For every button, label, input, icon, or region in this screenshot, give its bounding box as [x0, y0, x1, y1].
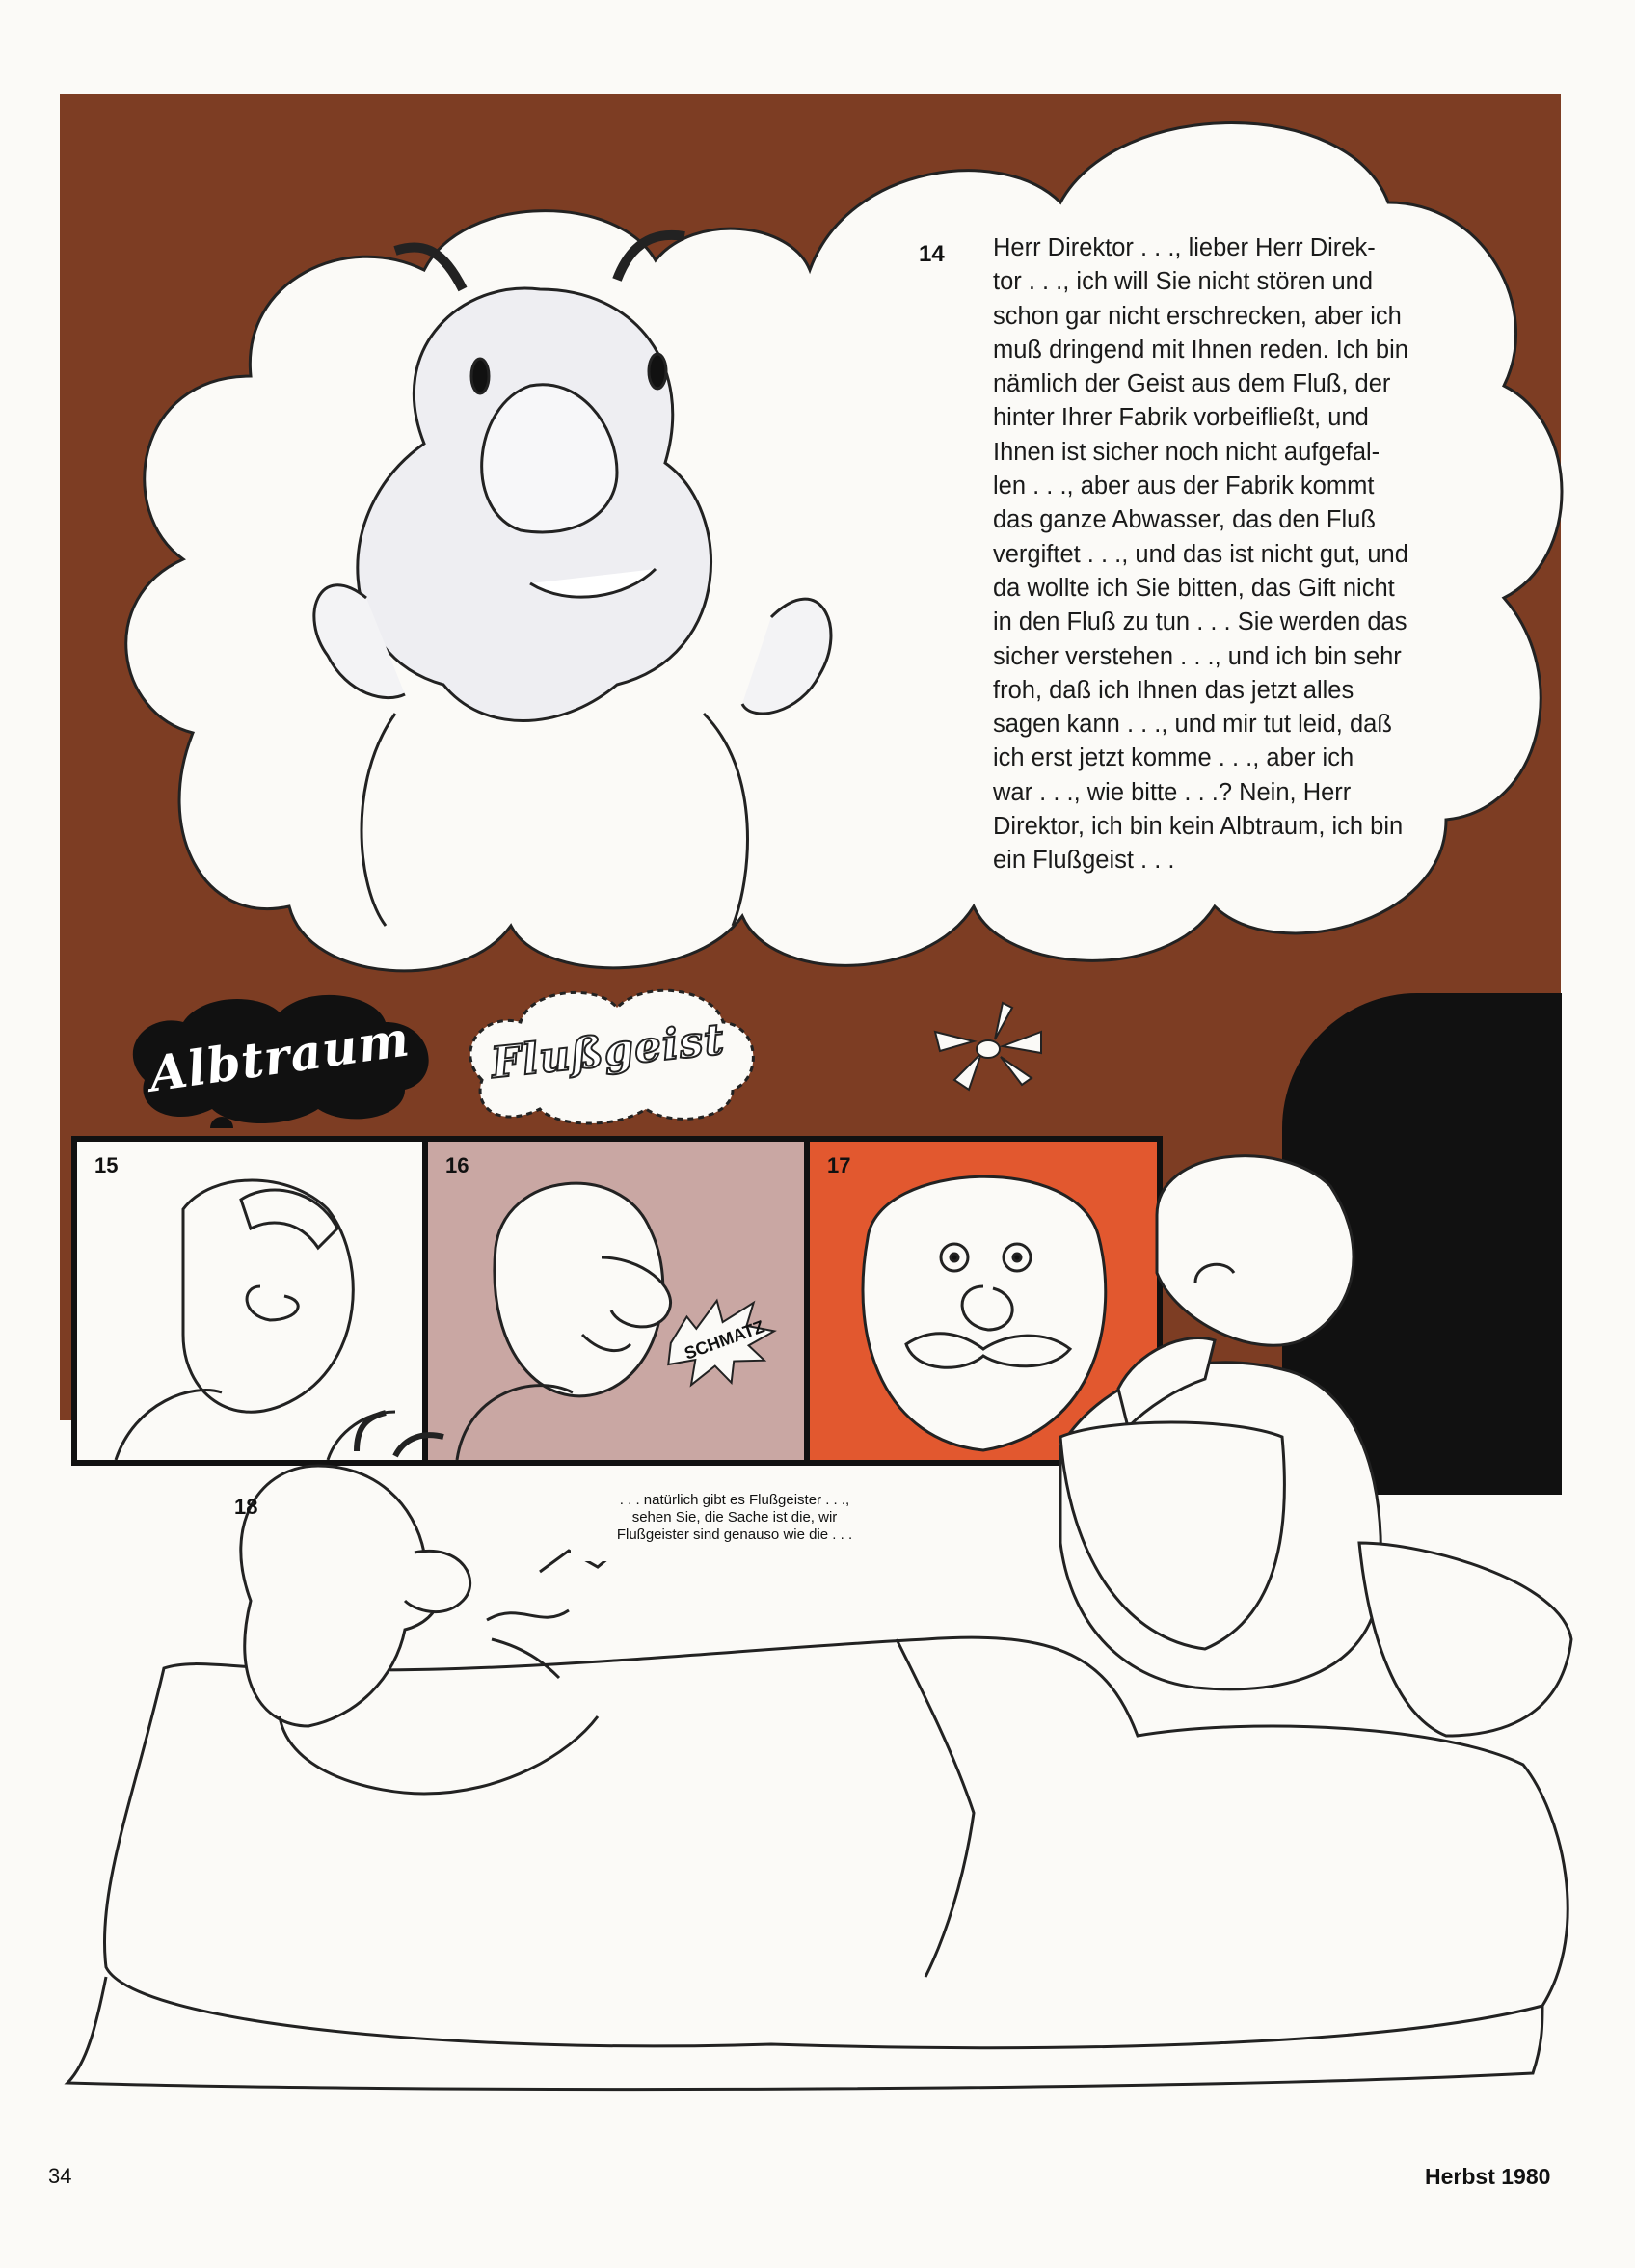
panel-number-14: 14	[919, 241, 945, 267]
panel-number-18: 18	[234, 1495, 258, 1519]
panel-number-15: 15	[94, 1153, 119, 1177]
panel-18-speech-bubble: . . . natürlich gibt es Flußgeister . . ., sehen Sie, die Sache ist die, wir Flußgeister sind genauso wie die . . .	[571, 1488, 898, 1561]
panel-14-narration: Herr Direktor . . ., lieber Herr Direk- tor . . ., ich will Sie nicht stören und schon gar nicht erschrecken, aber ich muß dringend mit Ihnen reden. Ich bin nämlich der Geist aus dem Fluß, der hinter Ihrer Fabrik vorbeifließt, und Ihnen ist sicher noch nicht aufgefal- len . . ., aber aus der Fabrik kommt das ganze Abwasser, das den Fluß vergiftet . . ., und das ist nicht gut, und da wollte ich Sie bitten, das Gift nicht in den Fluß zu tun . . . Sie werden das sicher verstehen . . ., und ich bin sehr froh, daß ich Ihnen das jetzt alles sagen kann . . ., und mir tut leid, daß ich erst jetzt komme . . ., aber ich war . . ., wie bitte . . .? Nein, Herr Direktor, ich bin kein Albtraum, ich bin ein Flußgeist . . .	[993, 234, 1408, 875]
panel-number-17: 17	[827, 1153, 851, 1177]
panel-number-16: 16	[445, 1153, 469, 1177]
flussgeist-label: Flußgeist	[488, 1013, 727, 1089]
page-number: 34	[48, 2164, 72, 2188]
sound-effect-text: SCHMATZ	[682, 1316, 767, 1364]
albtraum-label: Albtraum	[146, 1009, 414, 1103]
issue-label: Herbst 1980	[1425, 2164, 1551, 2189]
